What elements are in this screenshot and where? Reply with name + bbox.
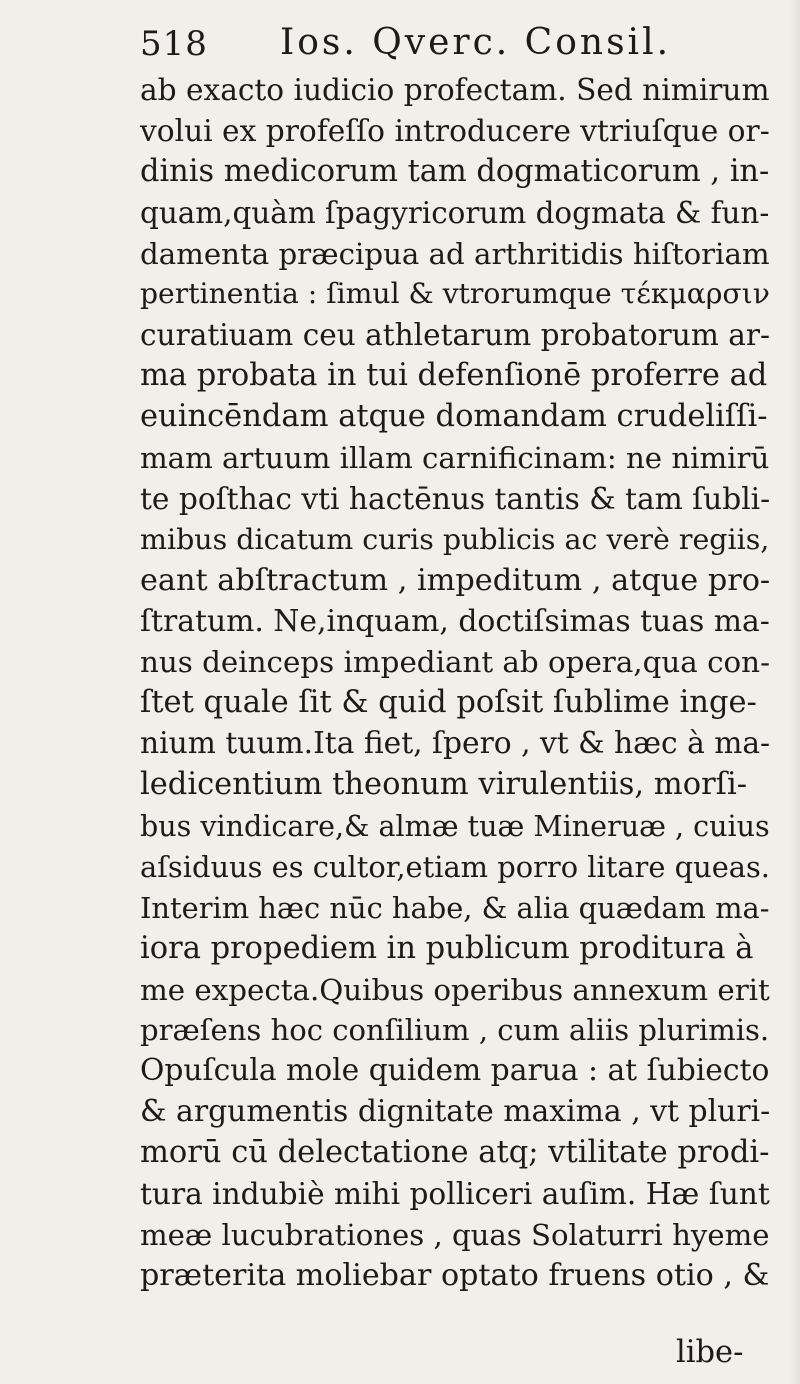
catchword: libe- <box>676 1335 744 1370</box>
running-head: Ios. Qverc. Consil. <box>280 22 672 63</box>
text-line: volui ex profeſſo introducere vtriuſque or- <box>140 112 770 148</box>
text-line: mam artuum illam carnificinam: ne nimirū <box>140 441 770 476</box>
text-line: ſtratum. Ne,inquam, doctiſsimas tuas ma- <box>140 603 770 639</box>
body-text <box>140 70 770 1297</box>
text-line: aſsiduus es cultor,etiam porro litare queas. <box>140 849 770 884</box>
page-edge-shadow <box>790 0 800 1384</box>
text-line: nium tuum.Ita fiet, ſpero , vt & hæc à ma- <box>140 726 771 762</box>
text-line: meæ lucubrationes , quas Solaturri hyeme <box>140 1217 770 1252</box>
text-line: me expecta.Quibus operibus annexum erit <box>140 972 770 1007</box>
text-line: te poſthac vti hactēnus tantis & tam ſubli- <box>140 480 771 516</box>
text-line: bus vindicare,& almæ tuæ Mineruæ , cuius <box>140 809 770 844</box>
text-line: præſens hoc conſilium , cum aliis plurimis. <box>140 1013 770 1048</box>
page-number: 518 <box>140 24 208 64</box>
text-line: damenta præcipua ad arthritidis hiſtoriam <box>140 236 770 271</box>
text-line: morū cū delectatione atq; vtilitate prodi- <box>140 1135 770 1171</box>
page-header <box>140 18 740 66</box>
text-line: & argumentis dignitate maxima , vt pluri- <box>140 1094 771 1130</box>
text-line: curatiuam ceu athletarum probatorum ar- <box>140 318 770 353</box>
text-line: præterita moliebar optato fruens otio , & <box>140 1257 770 1293</box>
text-line: ma probata in tui defenſionē proferre ad <box>140 358 768 394</box>
text-line: mibus dicatum curis publicis ac verè regiis, <box>140 522 770 556</box>
text-line: eant abſtractum , impeditum , atque pro- <box>140 562 771 598</box>
text-line: iora propediem in publicum proditura à <box>140 930 754 966</box>
text-line: dinis medicorum tam dogmaticorum , in- <box>140 153 770 189</box>
text-line: tura indubiè mihi polliceri auſim. Hæ ſunt <box>140 1177 770 1212</box>
text-line: ſtet quale ſit & quid poſsit ſublime inge- <box>140 685 757 721</box>
text-line: quam,quàm ſpagyricorum dogmata & fun- <box>140 195 770 230</box>
text-line: pertinentia : ſimul & vtrorumque τέκμαρσιν <box>140 277 770 311</box>
text-line: euincēndam atque domandam crudeliſſi- <box>140 399 768 435</box>
text-line: nus deinceps impediant ab opera,qua con- <box>140 645 770 680</box>
text-line: Opuſcula mole quidem parua : at ſubiecto <box>140 1053 770 1089</box>
text-line: ledicentium theonum virulentiis, morſi- <box>140 767 748 803</box>
text-line: Interim hæc nūc habe, & alia quædam ma- <box>140 890 770 925</box>
text-line: ab exacto iudicio profectam. Sed nimirum <box>140 73 770 107</box>
